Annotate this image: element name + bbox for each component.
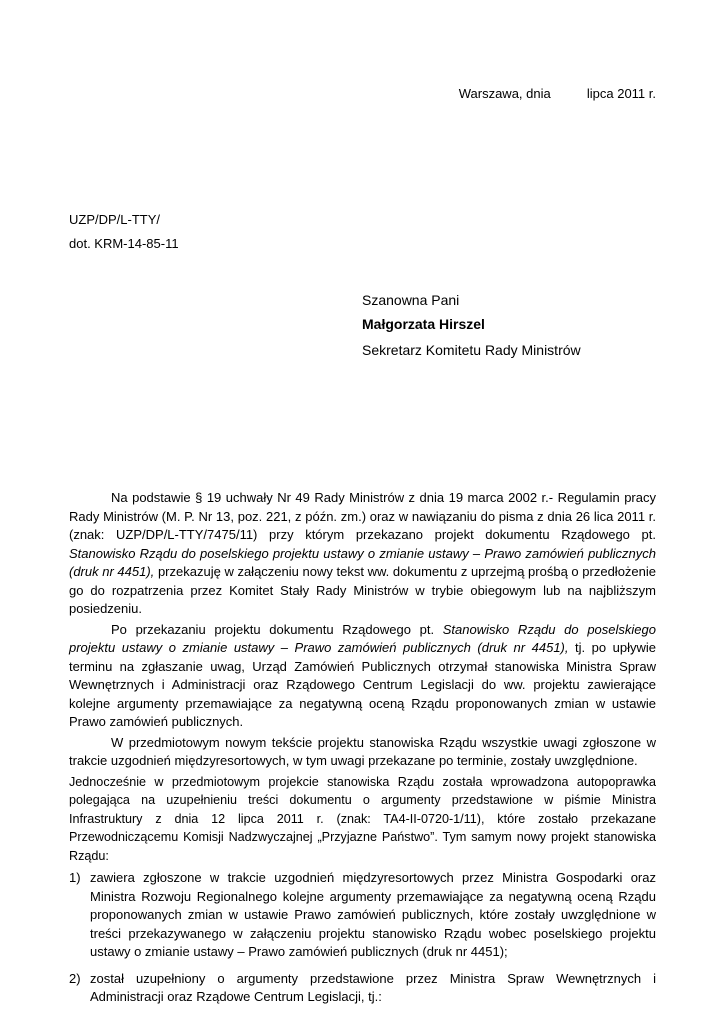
paragraph-1-title: Stanowisko Rządu do poselskiego projektu ustawy o zmianie ustawy – Prawo zamówień publicznych (druk nr 4451),	[69, 545, 656, 579]
paragraph-1-text-a: Na podstawie § 19 uchwały Nr 49 Rady Ministrów z dnia 19 marca 2002 r.- Regulamin pracy Rady Ministrów (M. P. Nr 13, poz. 221, z późn. zm.) oraz w nawiązaniu do pisma z dnia 26 lica 2011 r. (znak: UZP/DP/L-TTY/7475/11) przy którym przekazano projekt dokumentu Rządowego pt.	[69, 490, 656, 542]
paragraph-1	[69, 489, 656, 619]
addressee-salutation: Szanowna Pani	[362, 292, 460, 308]
paragraph-2-text-a: Po przekazaniu projektu dokumentu Rządowego pt.	[111, 621, 443, 637]
addressee-position: Sekretarz Komitetu Rady Ministrów	[362, 342, 581, 358]
paragraph-2	[69, 621, 656, 732]
list-item-text: zawiera zgłoszone w trakcie uzgodnień międzyresortowych przez Ministra Gospodarki oraz Ministra Rozwoju Regionalnego kolejne argumenty przemawiające za negatywną oceną Rządu proponowanych zmian w ustawie Prawo zamówień publicznych, które zostały uwzględnione w treści przekazywanego w załączeniu projektu stanowisko Rządu wobec poselskiego projektu ustawy o zmianie ustawy – Prawo zamówień publicznych (druk nr 4451);	[90, 870, 656, 959]
paragraph-4: Jednocześnie w przedmiotowym projekcie stanowiska Rządu została wprowadzona autopoprawka polegająca na uzupełnieniu treści dokumentu o argumenty przedstawione w piśmie Ministra Infrastruktury z dnia 12 lipca 2011 r. (znak: TA4-II-0720-1/11), które zostało przekazane Przewodniczącemu Komisji Nadzwyczajnej „Przyjazne Państwo”. Tym samym nowy projekt stanowiska Rządu:	[69, 774, 656, 863]
paragraph-2-text-b: tj. po upływie terminu na zgłaszanie uwag, Urząd Zamówień Publicznych otrzymał stanowiska Ministra Spraw Wewnętrznych i Administracji oraz Rządowego Centrum Legislacji do ww. projektu zawierające kolejne argumenty przemawiające za negatywną oceną Rządu proponowanych zmian w ustawie Prawo zamówień publicznych.	[69, 640, 656, 729]
reference-dot: dot. KRM-14-85-11	[69, 236, 179, 251]
numbered-list	[69, 869, 656, 1007]
date-prefix: Warszawa, dnia	[458, 86, 551, 101]
list-item-number: 2)	[69, 970, 81, 986]
list-item	[69, 970, 656, 1007]
paragraph-3: W przedmiotowym nowym tekście projektu stanowiska Rządu wszystkie uwagi zgłoszone w trakcie uzgodnień międzyresortowych, w tym uwagi przekazane po terminie, zostały uwzględnione.	[69, 734, 656, 768]
paragraph-1-text-b: przekazuję w załączeniu nowy tekst ww. dokumentu z uprzejmą prośbą o przedłożenie go do rozpatrzenia przez Komitet Stały Rady Ministrów w trybie obiegowym lub na najbliższym posiedzeniu.	[69, 564, 657, 616]
list-item	[69, 869, 656, 962]
list-item-text: został uzupełniony o argumenty przedstawione przez Ministra Spraw Wewnętrznych i Administracji oraz Rządowe Centrum Legislacji, tj.:	[90, 970, 656, 1004]
list-item-number: 1)	[69, 870, 81, 885]
letter-date	[459, 86, 656, 101]
addressee-name: Małgorzata Hirszel	[362, 316, 485, 332]
reference-sign: UZP/DP/L-TTY/	[69, 212, 161, 227]
paragraph-2-title: Stanowisko Rządu do poselskiego projektu ustawy o zmianie ustawy – Prawo zamówień publicznych (druk nr 4451),	[69, 621, 656, 655]
letter-body	[69, 489, 656, 1015]
date-suffix: lipca 2011 r.	[586, 86, 656, 101]
